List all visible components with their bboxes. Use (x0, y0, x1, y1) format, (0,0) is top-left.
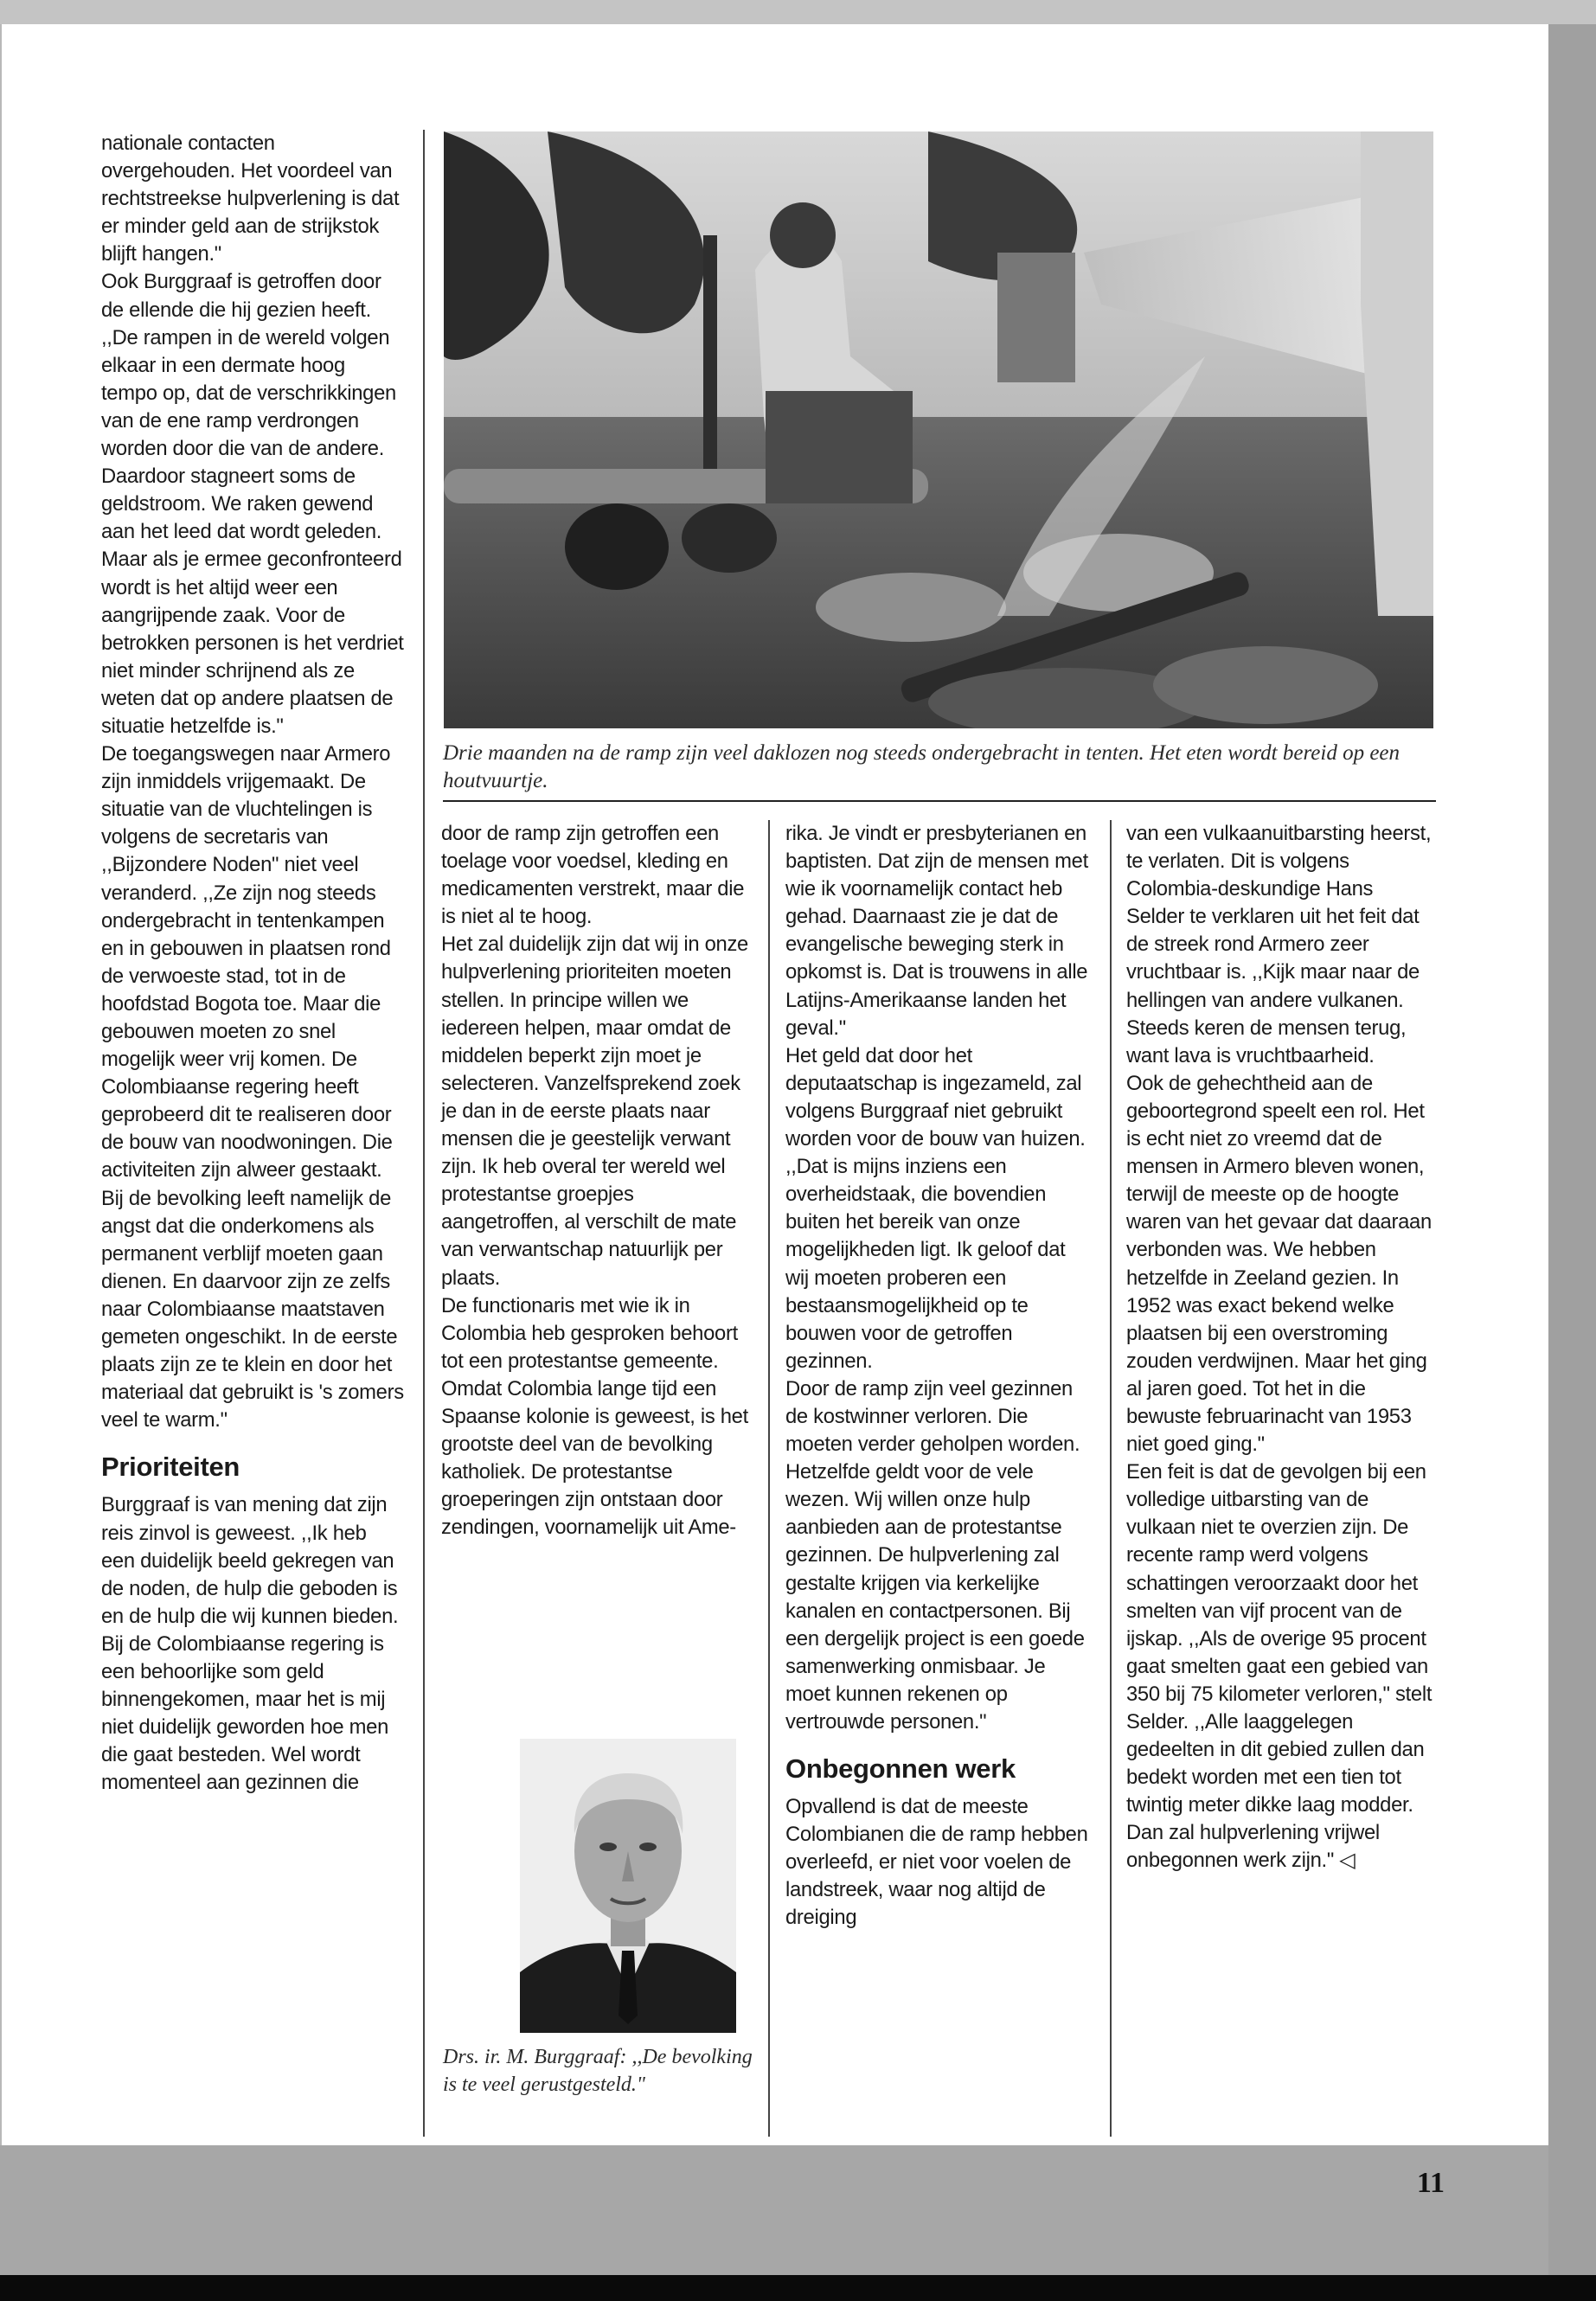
paragraph: van een vulkaanuitbarsting heerst, te verlaten. Dit is volgens Colombia-deskundige Hans Selder te verklaren uit het feit dat de streek rond Armero zeer vruchtbaar is. ,,Kijk maar naar de hellingen van andere vulkanen. Steeds keren de mensen terug, want lava is vruchtbaarheid. (1126, 822, 1432, 1067)
paragraph: De functionaris met wie ik in Colombia heb gesproken behoort tot een protestantse gemeente. Omdat Colombia lange tijd een Spaanse kolonie is geweest, is het grootste deel van de bevolking katholiek. De protestantse groeperingen zijn ontstaan door zendingen, voornamelijk uit Ame- (441, 1293, 748, 1540)
refugee-camp-photo (444, 131, 1433, 728)
page-number: 11 (1416, 2167, 1445, 2199)
paragraph: Ook Burggraaf is getroffen door de ellende die hij gezien heeft. ,,De rampen in de wereld volgen elkaar in een dermate hoog tempo op, dat de verschrikkingen van de ene ramp verdrongen worden door die van de andere. Daardoor stagneert soms de geldstroom. We raken gewend aan het leed dat wordt geleden. Maar als je ermee geconfronteerd wordt is het altijd weer een aangrijpende zaak. Voor de betrokken personen is het verdriet niet minder schrijnend als ze weten dat op andere plaatsen de situatie hetzelfde is." (101, 270, 404, 738)
section-heading-prioriteiten: Prioriteiten (101, 1452, 240, 1483)
photo-caption: Drie maanden na de ramp zijn veel daklozen nog steeds ondergebracht in tenten. Het eten wordt bereid op een houtvuurtje. (443, 740, 1436, 802)
paragraph: rika. Je vindt er presbyterianen en baptisten. Dat zijn de mensen met wie ik voornamelijk contact heb gehad. Daarnaast zie je dat de evangelische beweging sterk in opkomst is. Dat is trouwens in alle Latijns-Amerikaanse landen het geval." (785, 822, 1088, 1040)
article-column-4 (1126, 820, 1433, 1875)
article-column-2 (441, 820, 751, 1541)
paragraph: Ook de gehechtheid aan de geboortegrond speelt een rol. Het is echt niet zo vreemd dat de mensen in Armero bleven wonen, terwijl de meeste op de hoogte waren van het gevaar dat daaraan verbonden was. We hebben hetzelfde in Zeeland gezien. In 1952 was exact bekend welke plaatsen bij een overstroming zouden verdwijnen. Maar het ging al jaren goed. Tot het in die bewuste februarinacht van 1953 niet goed ging." (1126, 1071, 1432, 1457)
paragraph: Burggraaf is van mening dat zijn reis zinvol is geweest. ,,Ik heb een duidelijk beeld gekregen van de noden, de hulp die geboden is en de hulp die wij kunnen bieden. Bij de Colombiaanse regering is een behoorlijke som geld binnengekomen, maar het is mij niet duidelijk geworden hoe men die gaat besteden. Wel wordt momenteel aan gezinnen die (101, 1493, 399, 1795)
column-divider (1110, 820, 1112, 2137)
bottom-scan-band (0, 2145, 1548, 2275)
column-divider (423, 130, 425, 2137)
paragraph: door de ramp zijn getroffen een toelage voor voedsel, kleding en medicamenten verstrekt, maar die is niet al te hoog. (441, 822, 745, 929)
bottom-black-band (0, 2275, 1596, 2301)
right-scan-band (1548, 24, 1596, 2301)
article-photo (444, 131, 1433, 728)
paragraph: De toegangswegen naar Armero zijn inmiddels vrijgemaakt. De situatie van de vluchtelingen is volgens de secretaris van ,,Bijzondere Noden" niet veel veranderd. ,,Ze zijn nog steeds ondergebracht in tentenkampen en in gebouwen in plaatsen rond de verwoeste stad, tot in de hoofdstad Bogota toe. Maar die gebouwen moeten zo snel mogelijk weer vrij komen. De Colombiaanse regering heeft geprobeerd dit te realiseren door de bouw van noodwoningen. Die activiteiten zijn alweer gestaakt. Bij de bevolking leeft namelijk de angst dat die onderkomens als permanent verblijf moeten gaan dienen. En daarvoor zijn ze zelfs naar Colombiaanse maatstaven gemeten ongeschikt. In de eerste plaats zijn ze te klein en door het materiaal dat gebruikt is 's zomers veel te warm." (101, 742, 404, 1433)
paragraph: nationale contacten overgehouden. Het voordeel van rechtstreekse hulpverlening is dat er minder geld aan de strijkstok blijft hangen." (101, 131, 400, 266)
article-column-1 (101, 130, 404, 1797)
paragraph: Door de ramp zijn veel gezinnen de kostwinner verloren. Die moeten verder geholpen worden. Hetzelfde geldt voor de vele wezen. Wij willen onze hulp aanbieden aan de protestantse gezinnen. De hulpverlening zal gestalte krijgen via kerkelijke kanalen en contactpersonen. Bij een dergelijk project is een goede samenwerking onmisbaar. Je moet kunnen rekenen op vertrouwde personen." (785, 1376, 1085, 1734)
portrait-photo (520, 1739, 736, 2033)
paragraph: Het geld dat door het deputaatschap is ingezameld, zal volgens Burggraaf niet gebruikt worden voor de bouw van huizen. ,,Dat is mijns inziens een overheidstaak, die bovendien buiten het bereik van onze mogelijkheden ligt. Ik geloof dat wij moeten proberen een bestaansmogelijkheid op te bouwen voor de getroffen gezinnen. (785, 1043, 1086, 1373)
paragraph: Opvallend is dat de meeste Colombianen die de ramp hebben overleefd, er niet voor voelen de landstreek, waar nog altijd de dreiging (785, 1795, 1088, 1930)
burggraaf-portrait (520, 1739, 736, 2033)
paragraph: Het zal duidelijk zijn dat wij in onze hulpverlening prioriteiten moeten stellen. In principe willen we iedereen helpen, maar omdat de middelen beperkt zijn moet je selecteren. Vanzelfsprekend zoek je dan in de eerste plaats naar mensen die je geestelijk verwant zijn. Ik heb overal ter wereld wel protestantse groepjes aangetroffen, al verschilt de mate van verwantschap natuurlijk per plaats. (441, 933, 748, 1290)
paragraph: Een feit is dat de gevolgen bij een volledige uitbarsting van de vulkaan niet te overzien zijn. De recente ramp werd volgens schattingen veroorzaakt door het smelten van vijf procent van de ijskap. ,,Als de overige 95 procent gaat smelten gaat een gebied van 350 bij 75 kilometer verloren," stelt Selder. ,,Alle laaggelegen gedeelten in dit gebied zullen dan bedekt worden met een tien tot twintig meter dikke laag modder. Dan zal hulpverlening vrijwel onbegonnen werk zijn." ◁ (1126, 1460, 1433, 1873)
left-scan-edge (0, 24, 2, 2145)
article-column-3 (785, 820, 1090, 1932)
top-scan-band (0, 0, 1596, 24)
column-divider (768, 820, 770, 2137)
section-heading-onbegonnen-werk: Onbegonnen werk (785, 1753, 1016, 1785)
portrait-caption: Drs. ir. M. Burggraaf: ,,De bevolking is te veel gerustgesteld." (443, 2046, 753, 2096)
